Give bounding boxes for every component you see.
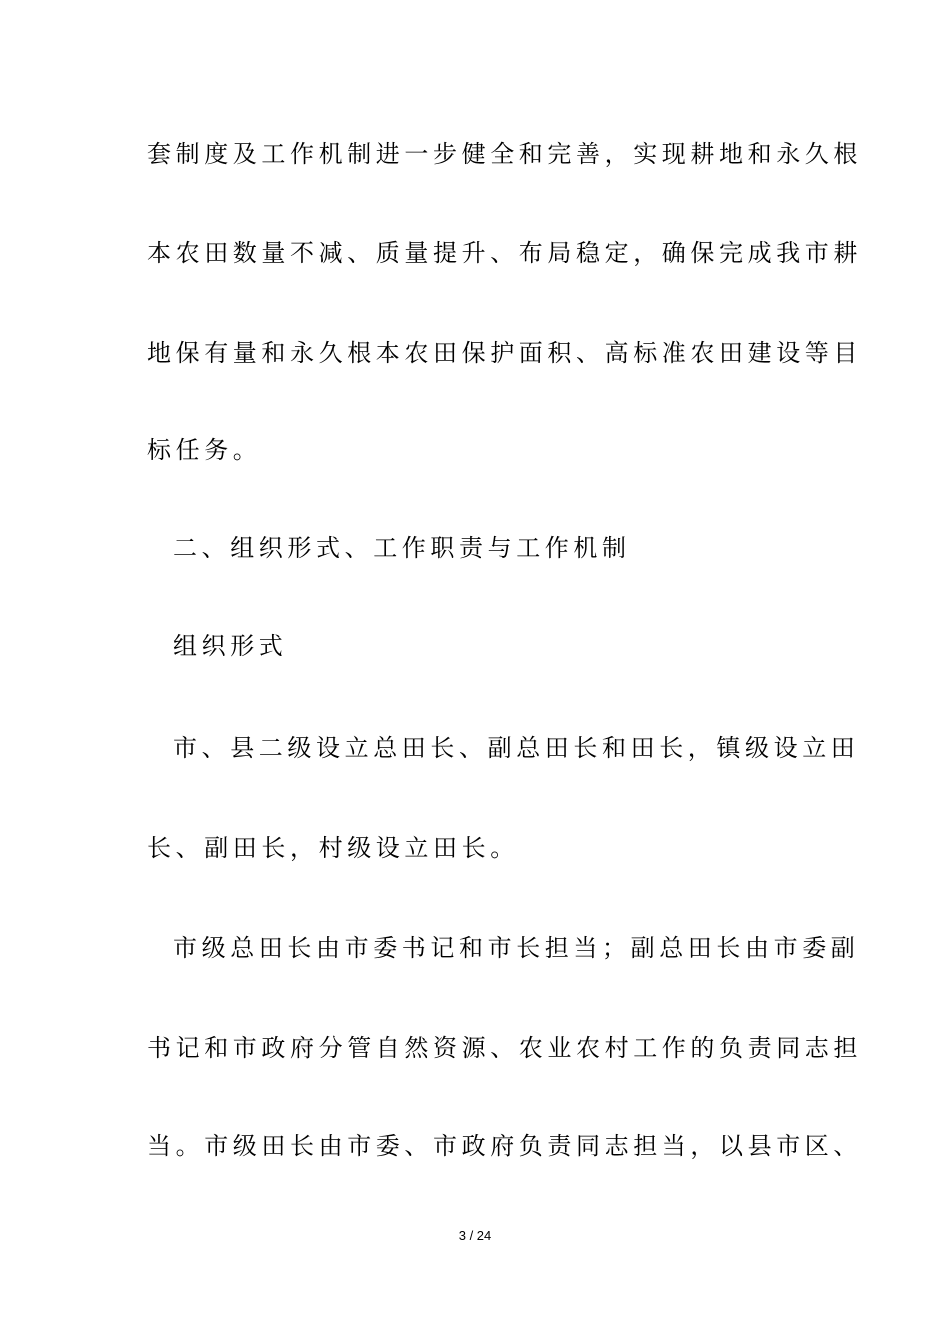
- paragraph-line: 长、副田长，村级设立田长。: [147, 834, 519, 862]
- paragraph-line: 本农田数量不减、质量提升、布局稳定，确保完成我市耕: [147, 239, 862, 267]
- page-number: 3 / 24: [458, 1228, 492, 1243]
- section-heading: 二、组织形式、工作职责与工作机制: [173, 534, 631, 562]
- paragraph-line: 书记和市政府分管自然资源、农业农村工作的负责同志担: [147, 1034, 862, 1062]
- paragraph-line: 当。市级田长由市委、市政府负责同志担当，以县市区、: [147, 1132, 862, 1160]
- paragraph-line: 市、县二级设立总田长、副总田长和田长，镇级设立田: [173, 734, 860, 762]
- subsection-heading: 组织形式: [173, 632, 288, 660]
- paragraph-line: 地保有量和永久根本农田保护面积、高标准农田建设等目: [147, 339, 862, 367]
- paragraph-line: 标任务。: [147, 436, 262, 464]
- paragraph-line: 市级总田长由市委书记和市长担当；副总田长由市委副: [173, 934, 860, 962]
- paragraph-line: 套制度及工作机制进一步健全和完善，实现耕地和永久根: [147, 140, 862, 168]
